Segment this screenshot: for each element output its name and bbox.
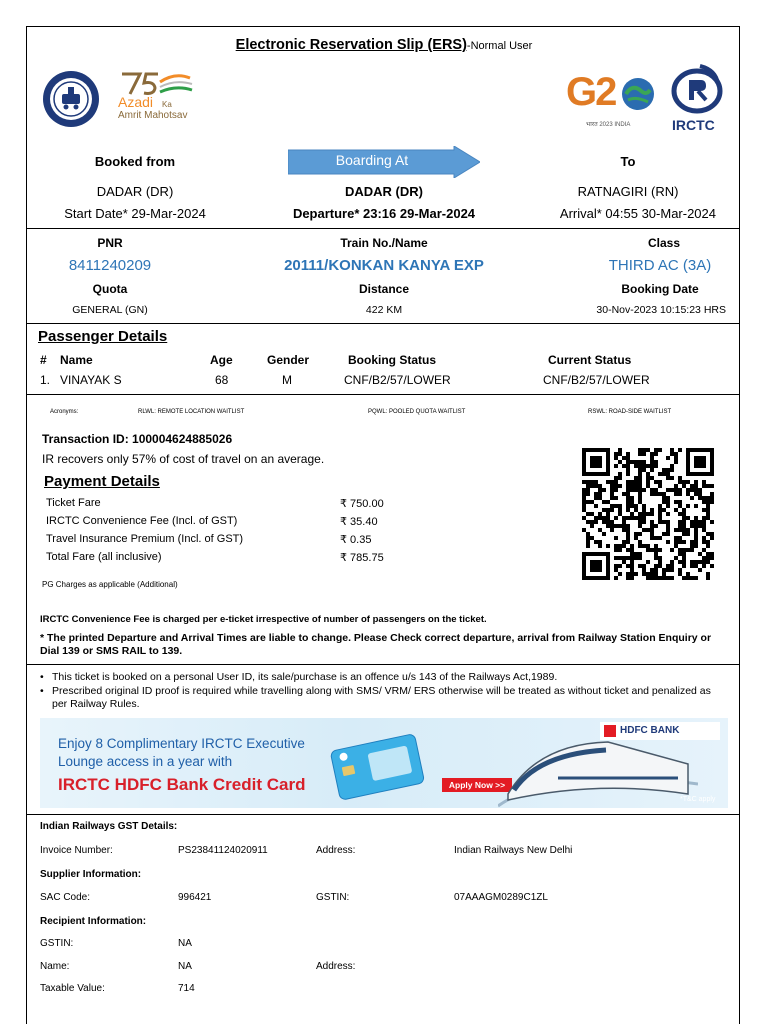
insurance-label: Travel Insurance Premium (Incl. of GST)	[46, 533, 244, 545]
hdfc-square-icon	[604, 725, 616, 737]
acronym-rswl: RSWL: ROAD-SIDE WAITLIST	[588, 409, 672, 415]
amrit-mahotsav-text: Amrit Mahotsav	[118, 110, 188, 121]
address-label: Address:	[316, 845, 356, 856]
irctc-logo	[666, 62, 730, 136]
quota-value: GENERAL (GN)	[72, 304, 148, 316]
recipient-name-label: Name:	[40, 961, 70, 972]
col-age: Age	[210, 353, 233, 367]
gstin-value: 07AAAGM0289C1ZL	[454, 892, 548, 903]
quota-label: Quota	[92, 282, 128, 296]
transaction-id: Transaction ID: 100004624885026	[42, 432, 233, 446]
from-station: DADAR (DR)	[96, 184, 174, 199]
banner-line-3: IRCTC HDFC Bank Credit Card	[58, 775, 306, 794]
passenger-current-status: CNF/B2/57/LOWER	[543, 373, 650, 387]
to-label: To	[620, 154, 636, 169]
passenger-gender: M	[282, 373, 292, 387]
recipient-gstin-label: GSTIN:	[40, 938, 74, 949]
banner-line-1: Enjoy 8 Complimentary IRCTC Executive	[58, 736, 305, 751]
passenger-details-heading: Passenger Details	[38, 328, 168, 345]
pg-charges-note: PG Charges as applicable (Additional)	[42, 580, 178, 589]
recipient-name-value: NA	[178, 961, 192, 972]
ers-title-suffix: -Normal User	[466, 40, 533, 52]
irctc-text: IRCTC	[672, 117, 715, 133]
boarding-station: DADAR (DR)	[345, 184, 423, 199]
passenger-booking-status: CNF/B2/57/LOWER	[344, 373, 451, 387]
qr-code-icon	[582, 446, 716, 584]
pnr-value: 8411240209	[68, 257, 152, 274]
gst-heading: Indian Railways GST Details:	[40, 821, 178, 832]
azadi-ka-amrit-mahotsav-logo	[112, 70, 212, 128]
hdfc-credit-card-banner[interactable]	[40, 718, 728, 808]
indian-railways-logo	[42, 70, 100, 128]
booking-date-label: Booking Date	[621, 282, 699, 296]
departure-time: Departure* 23:16 29-Mar-2024	[292, 206, 476, 221]
passenger-age: 68	[215, 373, 229, 387]
supplier-heading: Supplier Information:	[40, 869, 142, 880]
total-fare-value: ₹ 785.75	[340, 552, 384, 564]
apply-now-button[interactable]: Apply Now >>	[442, 778, 512, 792]
g20-logo	[566, 70, 662, 132]
g20-text: G2	[566, 70, 616, 114]
to-station: RATNAGIRI (RN)	[577, 184, 679, 199]
start-date: Start Date* 29-Mar-2024	[64, 206, 206, 221]
acronym-rlwl: RLWL: REMOTE LOCATION WAITLIST	[138, 409, 245, 415]
globe-icon	[620, 76, 656, 112]
recipient-address-label: Address:	[316, 961, 356, 972]
seventy-five-emblem-icon	[120, 70, 200, 96]
col-current-status: Current Status	[548, 353, 632, 367]
convenience-fee-note: IRCTC Convenience Fee is charged per e-ticket irrespective of number of passengers on the ticket.	[40, 614, 487, 625]
col-booking-status: Booking Status	[348, 353, 437, 367]
recipient-gstin-value: NA	[178, 938, 192, 949]
azadi-ka-text: Ka	[162, 100, 172, 109]
col-index: #	[40, 353, 47, 367]
sac-label: SAC Code:	[40, 892, 91, 903]
ticket-fare-label: Ticket Fare	[46, 497, 101, 509]
class-label: Class	[647, 236, 681, 250]
divider-journey	[26, 228, 740, 229]
boarding-at-label: Boarding At	[335, 152, 409, 168]
convenience-fee-value: ₹ 35.40	[340, 516, 378, 528]
banner-line-2: Lounge access in a year with	[58, 754, 233, 769]
divider-notes	[26, 664, 740, 665]
address-value: Indian Railways New Delhi	[454, 845, 573, 856]
train-icon	[498, 734, 698, 808]
divider-banner	[26, 814, 740, 815]
timing-note: * The printed Departure and Arrival Times are liable to change. Please Check correct departure, arrival from Railway Station Enquiry or Dial 139 or SMS RAIL to 139.	[40, 632, 712, 657]
bullet-note-2: Prescribed original ID proof is required while travelling along with SMS/ VRM/ ERS otherwise will be treated as without ticket and penalized as per Railway Rules.	[52, 685, 711, 710]
distance-label: Distance	[358, 282, 410, 296]
bullet-dot-1: •	[40, 671, 44, 683]
col-name: Name	[60, 353, 93, 367]
bullet-dot-2: •	[40, 685, 44, 697]
ticket-fare-value: ₹ 750.00	[340, 498, 384, 510]
acronyms-label: Acronyms:	[50, 409, 79, 415]
credit-card-icon	[326, 730, 428, 800]
hdfc-bank-text: HDFC BANK	[620, 725, 680, 736]
divider-ticket	[26, 323, 740, 324]
azadi-text: Azadi	[118, 94, 154, 110]
passenger-name: VINAYAK S	[60, 373, 122, 387]
booking-date-value: 30-Nov-2023 10:15:23 HRS	[596, 304, 726, 316]
train-label: Train No./Name	[340, 236, 428, 250]
pnr-label: PNR	[97, 236, 123, 250]
taxable-value: 714	[178, 983, 195, 994]
divider-passengers	[26, 394, 740, 395]
convenience-fee-label: IRCTC Convenience Fee (Incl. of GST)	[46, 515, 238, 527]
tnc-text: *T&C apply	[680, 796, 716, 803]
acronym-pqwl: PQWL: POOLED QUOTA WAITLIST	[368, 409, 466, 415]
bullet-note-1: This ticket is booked on a personal User ID, its sale/purchase is an offence u/s 143 of the Railways Act,1989.	[52, 671, 558, 683]
recipient-heading: Recipient Information:	[40, 916, 147, 927]
passenger-index: 1.	[40, 373, 51, 387]
col-gender: Gender	[267, 353, 310, 367]
irctc-emblem-icon	[670, 62, 724, 116]
gstin-label: GSTIN:	[316, 892, 350, 903]
class-value: THIRD AC (3A)	[608, 257, 712, 274]
ers-title-main: Electronic Reservation Slip (ERS)	[235, 37, 467, 53]
insurance-value: ₹ 0.35	[340, 534, 372, 546]
payment-details-heading: Payment Details	[44, 473, 160, 490]
invoice-value: PS23841124020911	[178, 845, 268, 856]
arrival-time: Arrival* 04:55 30-Mar-2024	[559, 206, 716, 221]
hdfc-bank-logo	[600, 722, 720, 740]
train-value: 20111/KONKAN KANYA EXP	[284, 257, 484, 274]
total-fare-label: Total Fare (all inclusive)	[46, 551, 162, 563]
booked-from-label: Booked from	[94, 154, 176, 169]
taxable-value-label: Taxable Value:	[40, 983, 105, 994]
ers-title	[0, 36, 768, 53]
distance-value: 422 KM	[365, 304, 403, 316]
invoice-label: Invoice Number:	[40, 845, 113, 856]
sac-value: 996421	[178, 892, 212, 903]
g20-sub-text: भारत 2023 INDIA	[586, 122, 631, 128]
recovery-note: IR recovers only 57% of cost of travel on an average.	[42, 452, 325, 466]
